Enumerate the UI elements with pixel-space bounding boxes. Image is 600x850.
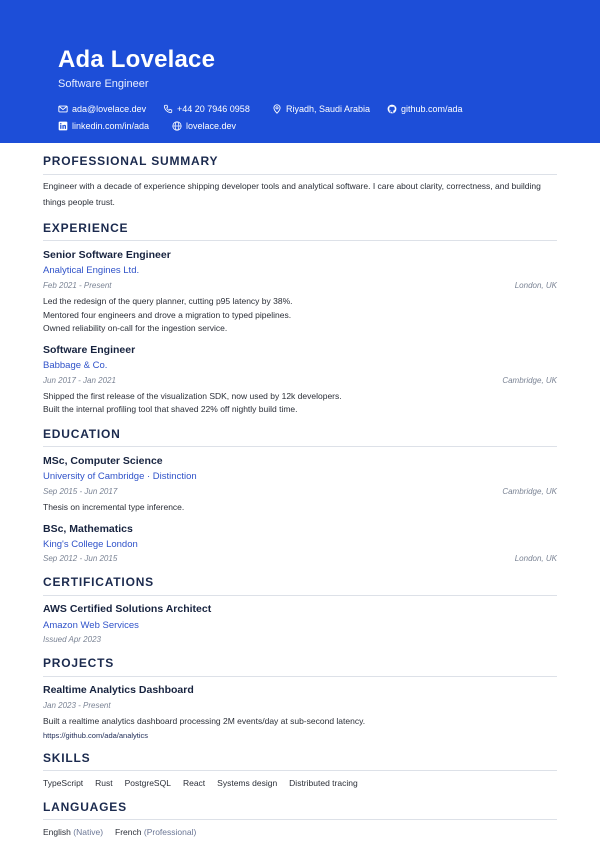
linkedin-icon [58, 121, 68, 131]
contact-github[interactable] [387, 103, 463, 115]
skills-heading: SKILLS [43, 751, 91, 765]
phone-text: +44 20 7946 0958 [177, 104, 250, 114]
section-divider [43, 446, 557, 447]
education-note: Thesis on incremental type inference. [43, 502, 185, 512]
job-dates: Jun 2017 - Jan 2021 [43, 376, 116, 385]
job-highlight: Built the internal profiling tool that shaved 22% off nightly build time. [43, 404, 298, 414]
degree-title: BSc, Mathematics [43, 523, 133, 535]
section-divider [43, 240, 557, 241]
section-divider [43, 174, 557, 175]
education-location: Cambridge, UK [502, 487, 557, 496]
project-date: Jan 2023 - Present [43, 701, 111, 710]
job-highlight: Mentored four engineers and drove a migration to typed pipelines. [43, 310, 292, 320]
certification-date: Issued Apr 2023 [43, 635, 101, 644]
job-highlight: Led the redesign of the query planner, cutting p95 latency by 38%. [43, 296, 293, 306]
mail-icon [58, 104, 68, 114]
section-divider [43, 595, 557, 596]
contact-website[interactable] [172, 120, 236, 132]
skill-item: React [182, 778, 206, 788]
skill-item: Systems design [217, 778, 278, 788]
project-name: Realtime Analytics Dashboard [43, 684, 194, 696]
globe-icon [172, 121, 182, 131]
email-text: ada@lovelace.dev [72, 104, 147, 114]
education-dates: Sep 2012 - Jun 2015 [43, 554, 118, 563]
project-link[interactable]: https://github.com/ada/analytics [43, 731, 149, 740]
website-text: lovelace.dev [186, 121, 237, 131]
skill-item: Distributed tracing [289, 778, 358, 788]
contact-linkedin[interactable] [58, 120, 149, 132]
language-item [115, 827, 196, 838]
language-name: English [43, 827, 71, 837]
github-text: github.com/ada [401, 104, 463, 114]
projects-heading: PROJECTS [43, 656, 115, 670]
education-dates: Sep 2015 - Jun 2017 [43, 487, 118, 496]
school-name: King's College London [43, 539, 138, 550]
skill-item: TypeScript [43, 778, 84, 788]
contact-email[interactable] [58, 103, 146, 115]
project-description: Built a realtime analytics dashboard processing 2M events/day at sub-second latency. [43, 716, 366, 726]
experience-heading: EXPERIENCE [43, 221, 129, 235]
skill-item: PostgreSQL [124, 778, 171, 788]
candidate-role: Software Engineer [58, 78, 149, 90]
language-level: (Professional) [143, 827, 197, 837]
summary-text: Engineer with a decade of experience shipping developer tools and analytical software. I care about clarity, correctness, and building things people trust. [43, 181, 541, 207]
summary-heading: PROFESSIONAL SUMMARY [43, 154, 219, 168]
job-title: Senior Software Engineer [43, 249, 171, 261]
job-highlight: Shipped the first release of the visualization SDK, now used by 12k developers. [43, 391, 342, 401]
job-title: Software Engineer [43, 344, 136, 356]
resume-header [0, 0, 600, 143]
github-icon [387, 104, 397, 114]
location-text: Riyadh, Saudi Arabia [286, 104, 371, 114]
job-company: Babbage & Co. [43, 360, 108, 371]
phone-icon [163, 104, 173, 114]
certification-name: AWS Certified Solutions Architect [43, 603, 212, 615]
job-highlight: Owned reliability on-call for the ingestion service. [43, 323, 228, 333]
certification-issuer: Amazon Web Services [43, 620, 139, 631]
linkedin-text: linkedin.com/in/ada [72, 121, 150, 131]
contact-location [272, 103, 370, 115]
section-divider [43, 819, 557, 820]
education-heading: EDUCATION [43, 427, 121, 441]
language-name: French [115, 827, 142, 837]
contact-phone[interactable] [163, 103, 250, 115]
languages-list [43, 827, 208, 838]
language-level: (Native) [73, 827, 104, 837]
job-dates: Feb 2021 - Present [43, 281, 112, 290]
certifications-heading: CERTIFICATIONS [43, 575, 154, 589]
section-divider [43, 676, 557, 677]
candidate-name: Ada Lovelace [58, 46, 216, 73]
school-name: University of Cambridge · Distinction [43, 471, 197, 482]
language-item [43, 827, 103, 838]
languages-heading: LANGUAGES [43, 800, 127, 814]
job-location: London, UK [514, 281, 557, 290]
education-location: London, UK [514, 554, 557, 563]
job-location: Cambridge, UK [502, 376, 557, 385]
map-pin-icon [272, 104, 282, 114]
job-company: Analytical Engines Ltd. [43, 265, 140, 276]
section-divider [43, 770, 557, 771]
degree-title: MSc, Computer Science [43, 455, 163, 467]
skills-list [43, 778, 370, 789]
skill-item: Rust [95, 778, 113, 788]
